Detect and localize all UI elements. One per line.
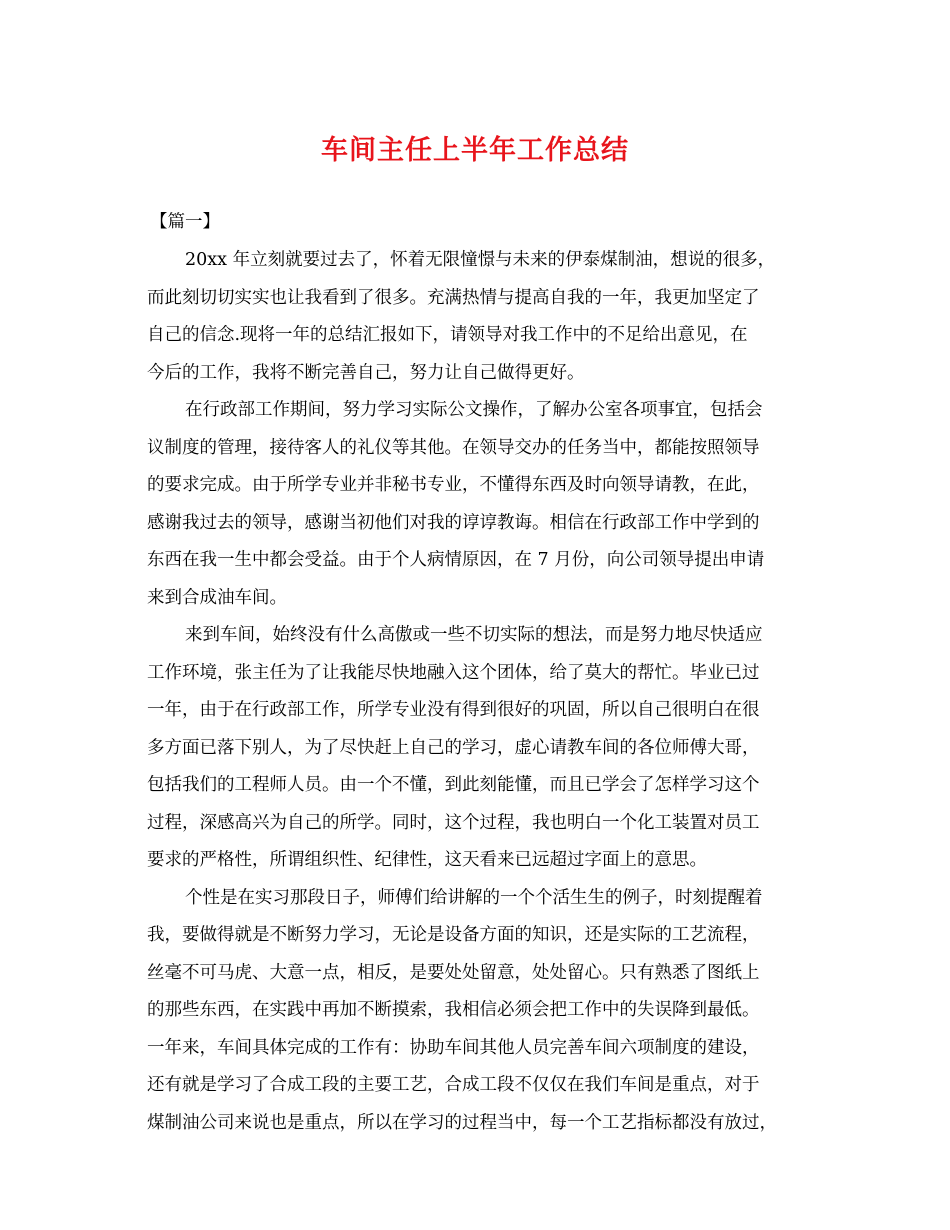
paragraph-line: 的要求完成。由于所学专业并非秘书专业，不懂得东西及时向领导请教，在此， <box>147 475 760 495</box>
paragraph-line: 而此刻切切实实也让我看到了很多。充满热情与提高自我的一年，我更加坚定了 <box>147 288 760 308</box>
paragraph-line: 来到合成油车间。 <box>147 588 287 608</box>
paragraph-line: 东西在我一生中都会受益。由于个人病情原因，在 7 月份，向公司领导提出申请 <box>147 550 765 570</box>
paragraph-line: 丝毫不可马虎、大意一点，相反，是要处处留意，处处留心。只有熟悉了图纸上 <box>147 963 760 983</box>
paragraph-line: 我，要做得就是不断努力学习，无论是设备方面的知识，还是实际的工艺流程， <box>147 925 760 945</box>
paragraph-line: 的那些东西，在实践中再加不断摸索，我相信必须会把工作中的失误降到最低。 <box>147 1000 760 1020</box>
paragraph-line: 包括我们的工程师人员。由一个不懂，到此刻能懂，而且已学会了怎样学习这个 <box>147 775 760 795</box>
section-label: 【篇一】 <box>150 212 220 232</box>
paragraph-line: 煤制油公司来说也是重点，所以在学习的过程当中，每一个工艺指标都没有放过， <box>147 1113 777 1133</box>
paragraph-line: 过程，深感高兴为自己的所学。同时，这个过程，我也明白一个化工装置对员工 <box>147 813 760 833</box>
paragraph-line: 个性是在实习那段日子，师傅们给讲解的一个个活生生的例子，时刻提醒着 <box>185 888 763 908</box>
document-title: 车间主任上半年工作总结 <box>321 135 629 166</box>
paragraph-line: 一年，由于在行政部工作，所学专业没有得到很好的巩固，所以自己很明白在很 <box>147 700 760 720</box>
paragraph-line: 工作环境，张主任为了让我能尽快地融入这个团体，给了莫大的帮忙。毕业已过 <box>147 663 760 683</box>
paragraph-line: 议制度的管理，接待客人的礼仪等其他。在领导交办的任务当中，都能按照领导 <box>147 438 760 458</box>
paragraph-line: 自己的信念.现将一年的总结汇报如下，请领导对我工作中的不足给出意见，在 <box>147 325 748 345</box>
paragraph-line: 来到车间，始终没有什么高傲或一些不切实际的想法，而是努力地尽快适应 <box>185 625 763 645</box>
paragraph-line: 要求的严格性，所谓组织性、纪律性，这天看来已远超过字面上的意思。 <box>147 850 707 870</box>
paragraph-line: 还有就是学习了合成工段的主要工艺，合成工段不仅仅在我们车间是重点，对于 <box>147 1075 760 1095</box>
paragraph-line: 今后的工作，我将不断完善自己，努力让自己做得更好。 <box>147 363 585 383</box>
paragraph-line: 20xx 年立刻就要过去了，怀着无限憧憬与未来的伊泰煤制油，想说的很多， <box>185 250 776 270</box>
paragraph-line: 一年来，车间具体完成的工作有：协助车间其他人员完善车间六项制度的建设， <box>147 1038 760 1058</box>
paragraph-line: 多方面已落下别人，为了尽快赶上自己的学习，虚心请教车间的各位师傅大哥， <box>147 738 760 758</box>
paragraph-line: 感谢我过去的领导，感谢当初他们对我的谆谆教诲。相信在行政部工作中学到的 <box>147 513 760 533</box>
paragraph-line: 在行政部工作期间，努力学习实际公文操作，了解办公室各项事宜，包括会 <box>185 400 763 420</box>
